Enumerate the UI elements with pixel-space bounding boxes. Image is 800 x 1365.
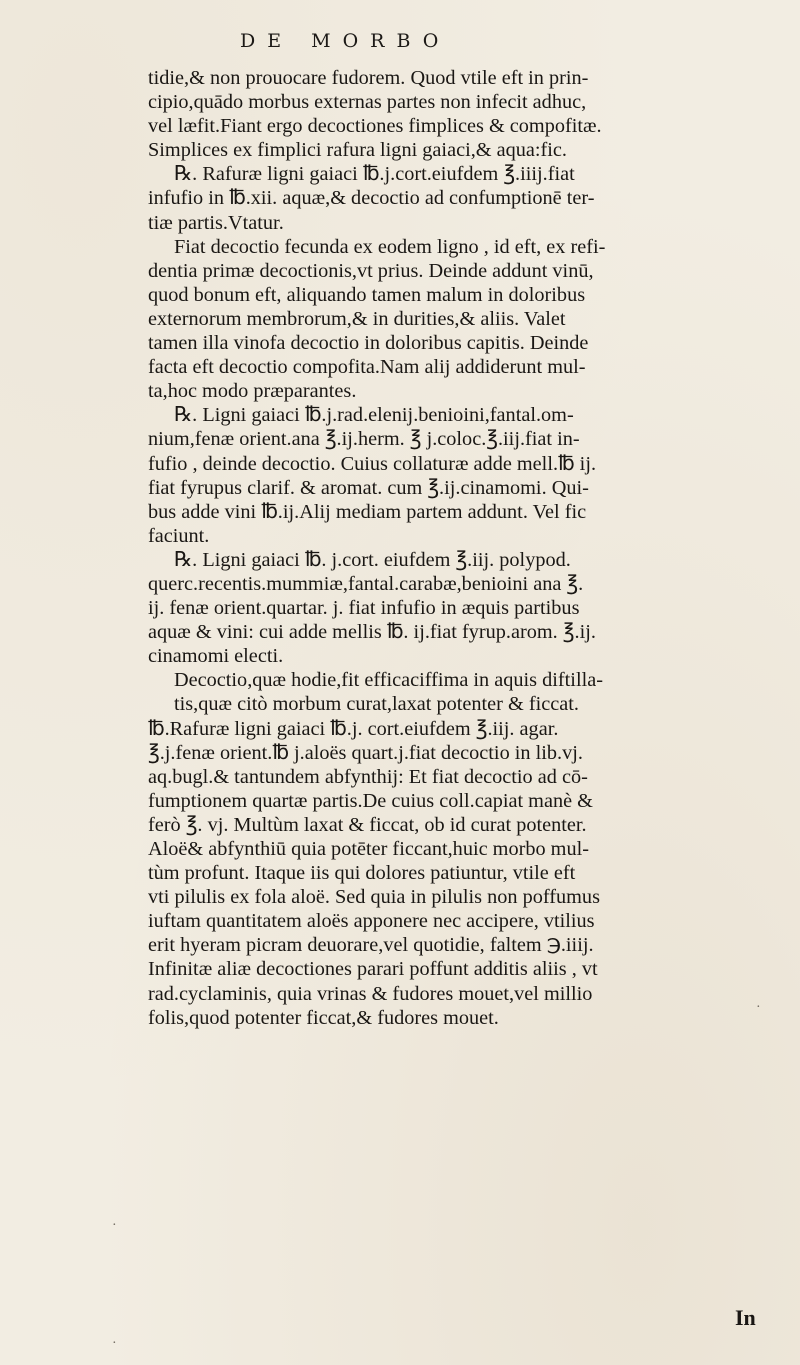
text-line: cinamomi electi. — [148, 645, 284, 668]
margin-stain: · — [112, 1218, 117, 1233]
text-line: Decoctio,quæ hodie,fit efficaciffima in aquis diftilla- — [174, 669, 603, 692]
margin-stain: · — [112, 1336, 117, 1351]
text-line: ℞. Ligni gaiaci ℔.j.rad.elenij.benioini,fantal.om- — [174, 404, 574, 427]
text-line: ℔.Rafuræ ligni gaiaci ℔.j. cort.eiufdem ℥.iij. agar. — [148, 717, 559, 740]
text-line: rad.cyclaminis, quia vrinas & fudores mouet,vel millio — [148, 982, 593, 1005]
text-line: folis,quod potenter ficcat,& fudores mouet. — [148, 1006, 499, 1029]
text-line: facta eft decoctio compofita.Nam alij addiderunt mul- — [148, 356, 586, 379]
text-line: bus adde vini ℔.ij.Alij mediam partem addunt. Vel fic — [148, 500, 587, 523]
text-line: cipio,quādo morbus externas partes non infecit adhuc, — [148, 91, 587, 114]
text-line: Simplices ex fimplici rafura ligni gaiaci,& aqua:fic. — [148, 139, 568, 162]
text-line: erit hyeram picram deuorare,vel quotidie, faltem ℈.iiij. — [148, 934, 594, 957]
text-line: Aloë& abfynthiū quia potēter ficcant,huic morbo mul- — [148, 838, 589, 860]
text-line: Fiat decoctio fecunda ex eodem ligno , id eft, ex refi- — [174, 235, 606, 258]
text-line: fiat fyrupus clarif. & aromat. cum ℥.ij.cinamomi. Qui- — [148, 476, 589, 499]
text-line: tiæ partis.Vtatur. — [148, 211, 284, 234]
text-line: tùm profunt. Itaque iis qui dolores patiuntur, vtile eft — [148, 862, 576, 885]
text-line: Infinitæ aliæ decoctiones parari poffunt additis aliis , vt — [148, 958, 598, 981]
text-line: externorum membrorum,& in durities,& aliis. Valet — [148, 307, 566, 330]
text-line: iuftam quantitatem aloës apponere nec accipere, vtilius — [148, 910, 595, 933]
text-line: vti pilulis ex fola aloë. Sed quia in pilulis non poffumus — [148, 886, 600, 909]
text-line: aq.bugl.& tantundem abfynthij: Et fiat decoctio ad cō- — [148, 765, 588, 788]
text-line: fufio , deinde decoctio. Cuius collaturæ adde mell.℔ ij. — [148, 452, 597, 475]
catchword: In — [735, 1305, 756, 1330]
text-line: ta,hoc modo præparantes. — [148, 380, 357, 403]
text-line: ℞. Rafuræ ligni gaiaci ℔.j.cort.eiufdem ℥.iiij.fiat — [174, 163, 575, 186]
text-line: tidie,& non prouocare fudorem. Quod vtile eft in prin- — [148, 67, 589, 89]
text-line: faciunt. — [148, 524, 210, 547]
text-line: ℞. Ligni gaiaci ℔. j.cort. eiufdem ℥.iij. polypod. — [174, 548, 571, 571]
text-line: tamen illa vinofa decoctio in doloribus capitis. Deinde — [148, 332, 589, 355]
margin-stain: · — [756, 1000, 761, 1015]
text-line: ℥.j.fenæ orient.℔ j.aloës quart.j.fiat decoctio in lib.vj. — [148, 741, 583, 764]
text-line: ferò ℥. vj. Multùm laxat & ficcat, ob id curat potenter. — [148, 813, 587, 836]
body-text — [148, 66, 768, 1030]
text-line: quod bonum eft, aliquando tamen malum in doloribus — [148, 283, 586, 306]
text-line: nium,fenæ orient.ana ℥.ij.herm. ℥ j.coloc.℥.iij.fiat in- — [148, 428, 580, 451]
running-head: DE MORBO — [240, 30, 451, 52]
text-line: fumptionem quartæ partis.De cuius coll.capiat manè & — [148, 789, 593, 812]
text-line: vel læfit.Fiant ergo decoctiones fimplices & compofitæ. — [148, 115, 602, 138]
text-line: tis,quæ citò morbum curat,laxat potenter & ficcat. — [174, 693, 579, 716]
text-line: querc.recentis.mummiæ,fantal.carabæ,benioini ana ℥. — [148, 572, 584, 595]
text-line: aquæ & vini: cui adde mellis ℔. ij.fiat fyrup.arom. ℥.ij. — [148, 621, 596, 644]
text-line: ij. fenæ orient.quartar. j. fiat infufio in æquis partibus — [148, 597, 580, 620]
text-line: infufio in ℔.xii. aquæ,& decoctio ad confumptionē ter- — [148, 187, 595, 210]
text-line: dentia primæ decoctionis,vt prius. Deinde addunt vinū, — [148, 259, 594, 282]
